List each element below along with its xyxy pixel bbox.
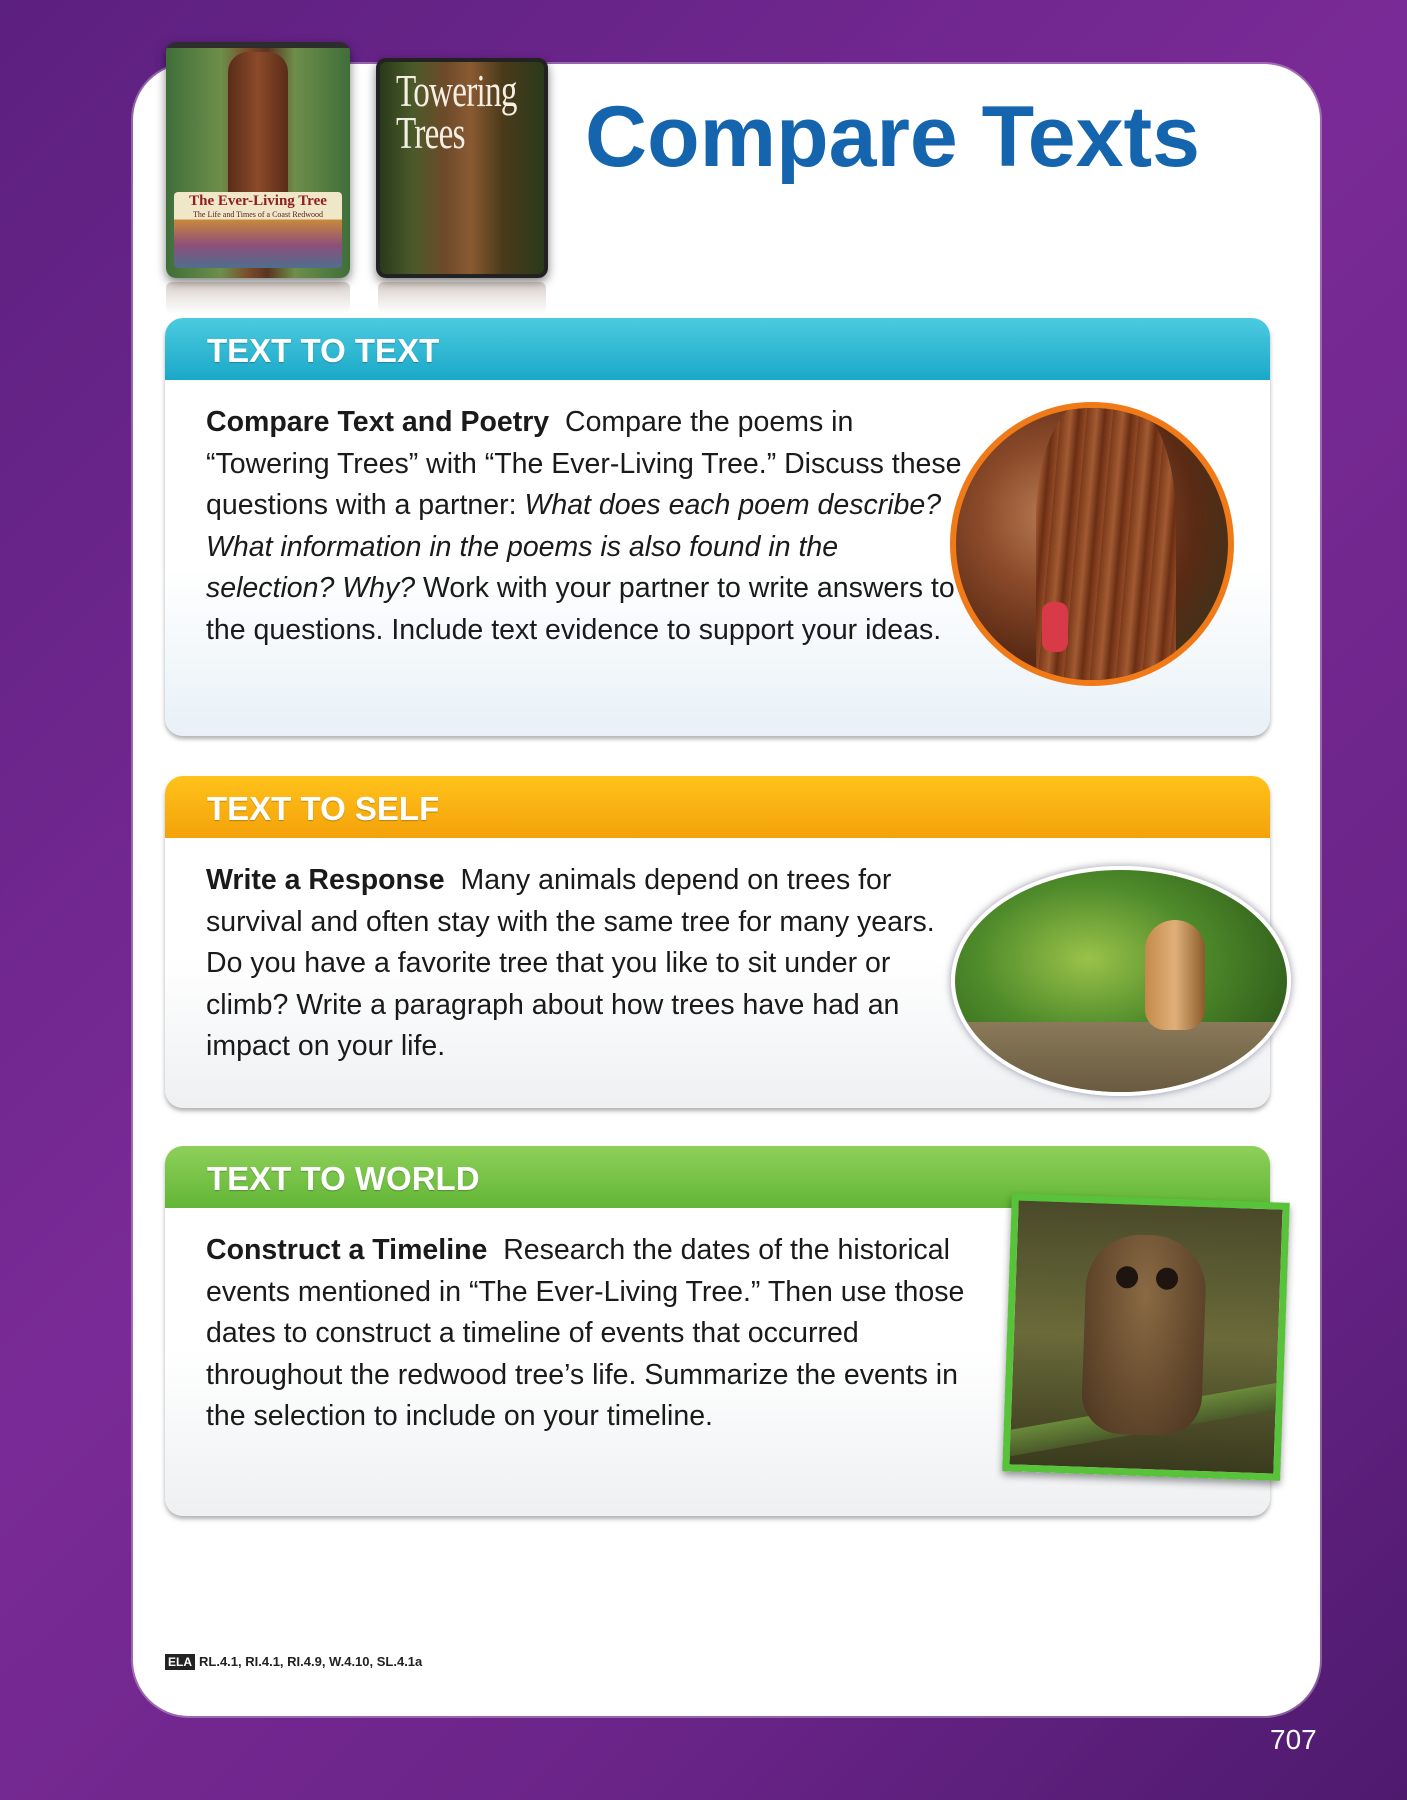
cover2-title: [396, 65, 517, 158]
section-body: [206, 402, 966, 651]
book-cover-ever-living-tree: [166, 42, 350, 278]
page-title: Compare Texts: [585, 89, 1200, 185]
section-lead: Compare Text and Poetry: [206, 406, 550, 438]
page-number: 707: [1270, 1724, 1317, 1755]
redwood-tree-photo: [950, 402, 1234, 686]
section-lead: Construct a Timeline: [206, 1234, 488, 1266]
section-header-bar: [165, 318, 1270, 380]
section-lead: Write a Response: [206, 864, 445, 896]
standards-codes: RL.4.1, RI.4.1, RI.4.9, W.4.10, SL.4.1a: [199, 1654, 423, 1669]
cover2-title-line1: Towering: [396, 65, 517, 116]
owl-photo: [1002, 1193, 1290, 1481]
cover1-reflection: [166, 282, 350, 314]
ground: [955, 1022, 1287, 1092]
section-heading: TEXT TO TEXT: [207, 332, 440, 369]
section-text-part1: Compare the poems in “Towering Trees” with “The Ever-Living Tree.” Discuss these questions with a partner:: [206, 406, 962, 521]
chipmunk-figure: [1145, 920, 1205, 1030]
section-body: [206, 1230, 966, 1438]
standards-footnote: [165, 1654, 422, 1669]
section-text: Research the dates of the historical events mentioned in “The Ever-Living Tree.” Then use those dates to construct a timeline of events that occurred throughout the redwood tree’s life. Summarize the events in the selection to include on your timeline.: [206, 1234, 965, 1432]
cover1-title: The Ever-Living Tree: [189, 193, 327, 209]
owl-figure: [1081, 1233, 1208, 1437]
section-text: Many animals depend on trees for survival and often stay with the same tree for many years. Do you have a favorite tree that you like to sit under or climb? Write a paragraph about how trees have had an impact on your life.: [206, 864, 935, 1062]
standards-tag: ELA: [165, 1654, 195, 1670]
cover1-subtitle: The Life and Times of a Coast Redwood: [193, 210, 323, 219]
section-text-part2: Work with your partner to write answers to the questions. Include text evidence to support your ideas.: [206, 572, 955, 646]
cover2-title-line2: Trees: [396, 107, 465, 158]
section-heading: TEXT TO SELF: [207, 790, 440, 827]
person-figure: [1042, 602, 1068, 652]
section-body: [206, 860, 966, 1068]
section-questions: What does each poem describe? What information in the poems is also found in the selection? Why?: [206, 489, 942, 604]
section-header-bar: [165, 776, 1270, 838]
chipmunk-photo: [951, 866, 1291, 1096]
book-cover-towering-trees: [376, 58, 548, 278]
section-heading: TEXT TO WORLD: [207, 1160, 480, 1197]
cover2-reflection: [378, 282, 546, 314]
